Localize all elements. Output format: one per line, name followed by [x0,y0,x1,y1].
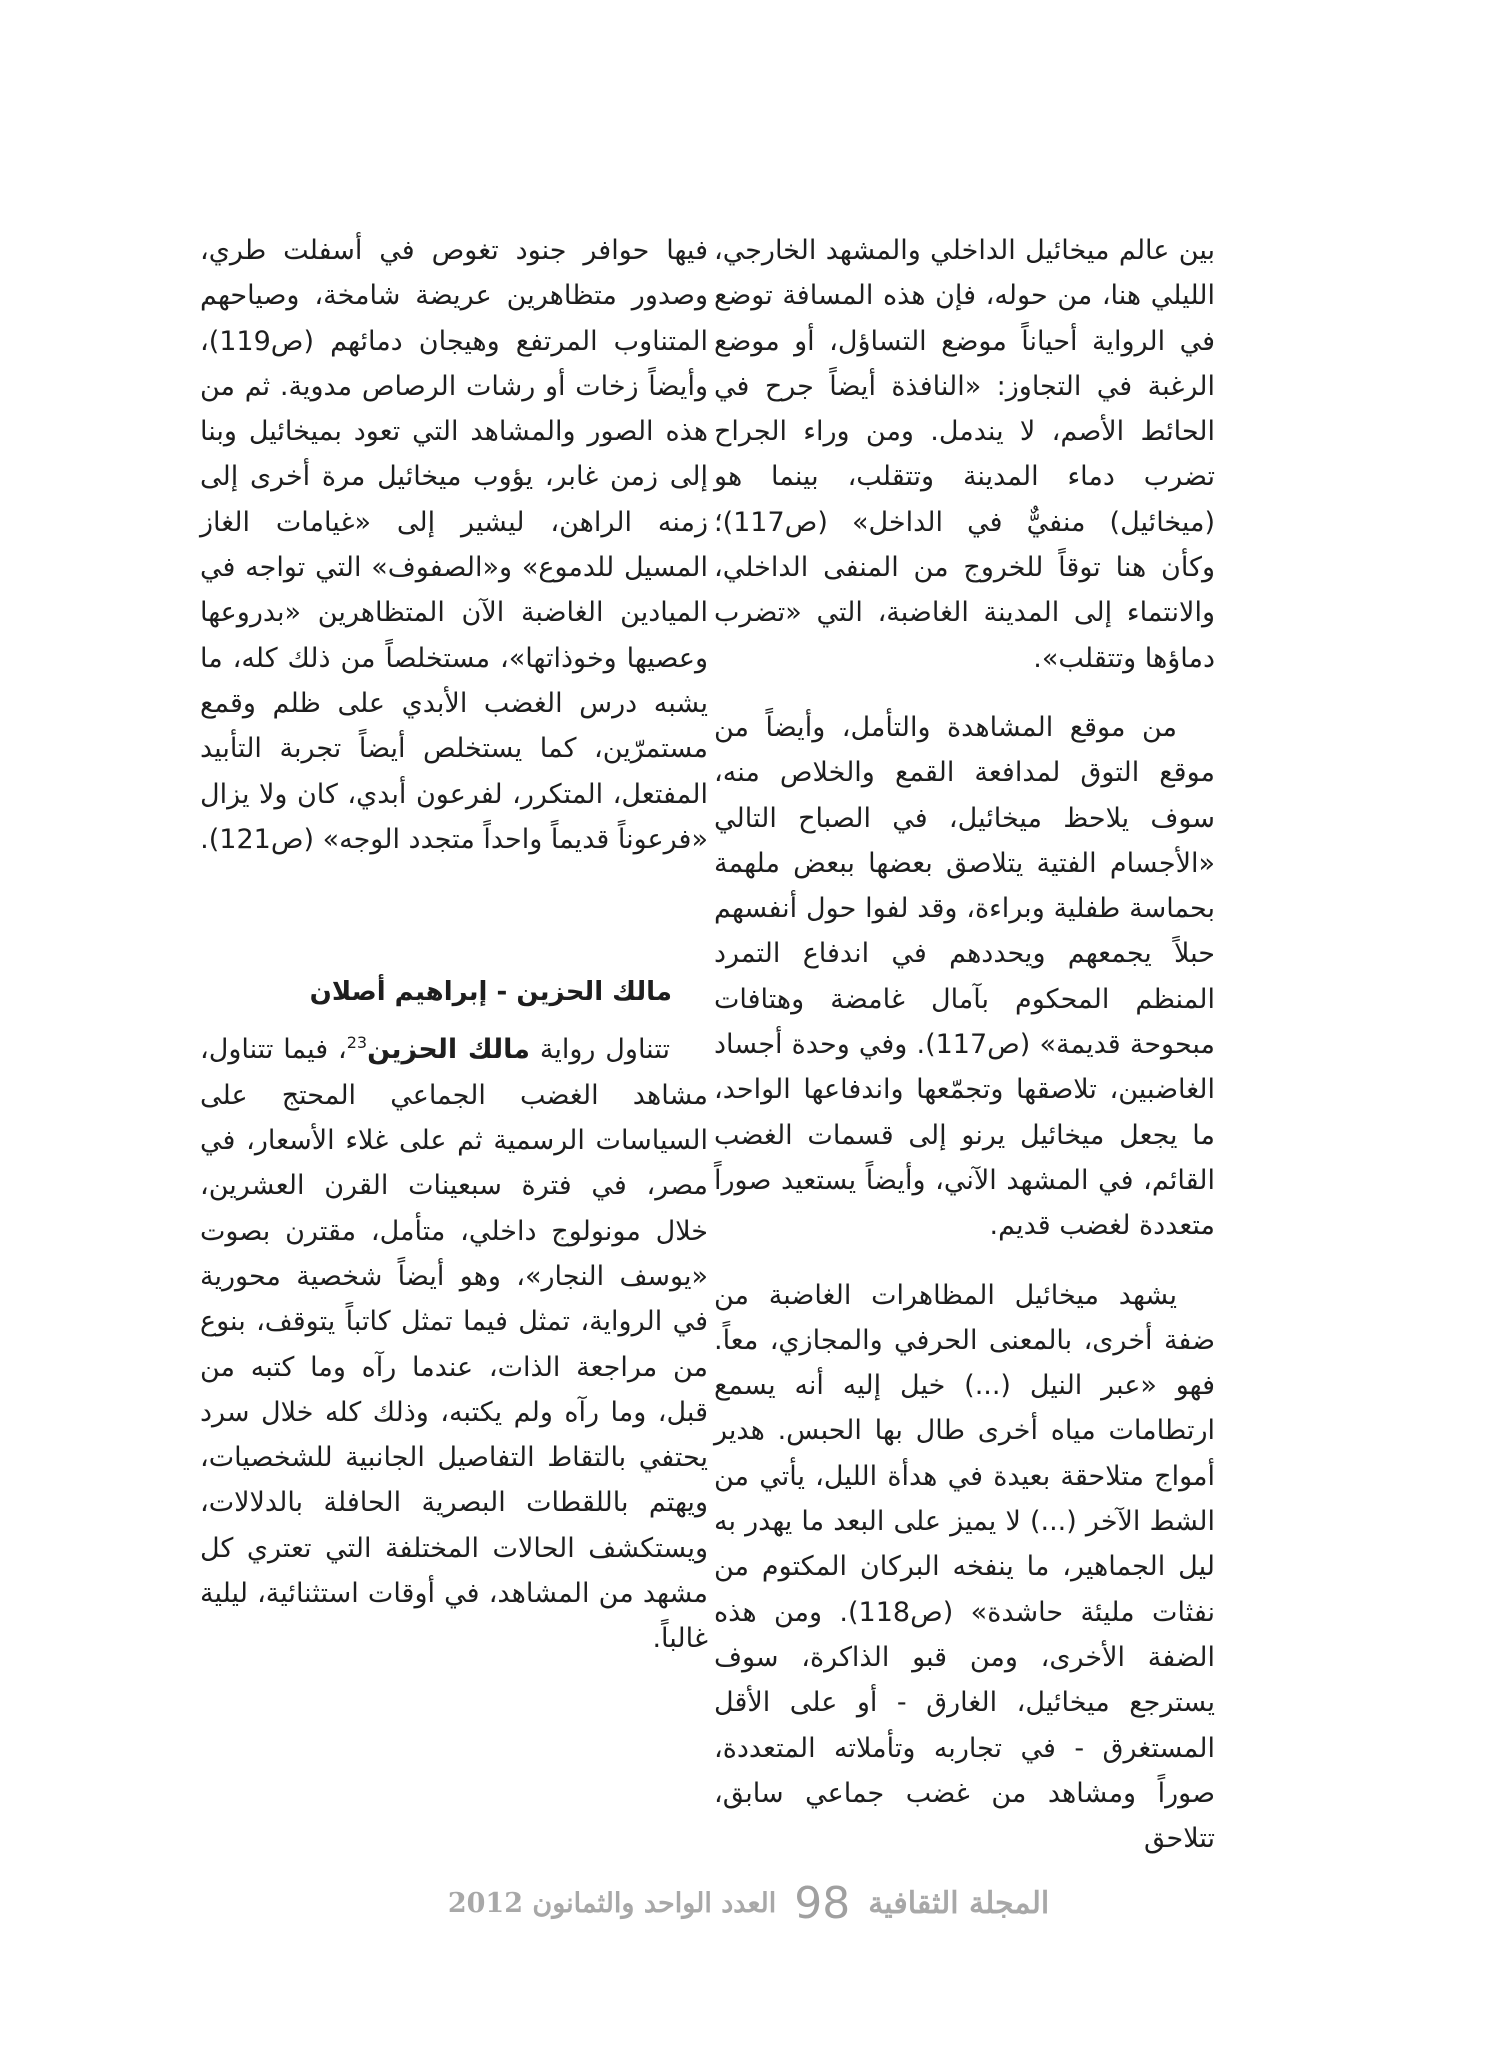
section-heading: مالك الحزين - إبراهيم أصلان [309,977,672,1008]
text-column-left [200,228,708,1662]
text-column-right [714,228,1215,1861]
page-footer [0,1873,1497,1933]
issue-label: العدد الواحد والثمانون 2012 [447,1887,777,1919]
paragraph-lead: تتناول رواية [530,1034,670,1066]
footnote-marker: 23 [346,1033,368,1053]
paragraph: من موقع المشاهدة والتأمل، وأيضاً من موقع التوق لمدافعة القمع والخلاص منه، سوف يلاحظ ميخائيل، في الصباح التالي «الأجسام الفتية يتلاصق بعضها ببعض ملهمة بحماسة طفلية وبراءة، وقد لفوا حول أنفسهم حبلاً يجمعهم ويحددهم في اندفاع التمرد المنظم المحكوم بآمال غامضة وهتافات مبحوحة قديمة» (ص117). وفي وحدة أجساد الغاضبين، تلاصقها وتجمّعها واندفاعها الواحد، ما يجعل ميخائيل يرنو إلى قسمات الغضب القائم، في المشهد الآني، وأيضاً يستعيد صوراً متعددة لغضب قديم. [714,711,1215,1242]
paragraph-rest: ، فيما تتناول، مشاهد الغضب الجماعي المحتج على السياسات الرسمية ثم على غلاء الأسعار، في مصر، في فترة سبعينات القرن العشرين، خلال مونولوج داخلي، متأمل، مقترن بصوت «يوسف النجار»، وهو أيضاً شخصية محورية في الرواية، تمثل فيما تمثل كاتباً يتوقف، بنوع من مراجعة الذات، عندما رآه وما كتبه من قبل، وما رآه ولم يكتبه، وذلك كله خلال سرد يحتفي بالتقاط التفاصيل الجانبية للشخصيات، ويهتم باللقطات البصرية الحافلة بالدلالات، ويستكشف الحالات المختلفة التي تعتري كل مشهد من المشاهد، في أوقات استثنائية، ليلية غالباً. [200,1034,708,1655]
paragraph: يشهد ميخائيل المظاهرات الغاضبة من ضفة أخرى، بالمعنى الحرفي والمجازي، معاً. فهو «عبر النيل (...) خيل إليه أنه يسمع ارتطامات مياه أخرى طال بها الحبس. هدير أمواج متلاحقة بعيدة في هدأة الليل، يأتي من الشط الآخر (...) لا يميز على البعد ما يهدر به ليل الجماهير، ما ينفخه البركان المكتوم من نفثات مليئة حاشدة» (ص118). ومن هذه الضفة الأخرى، ومن قبو الذاكرة، سوف يسترجع ميخائيل، الغارق - أو على الأقل المستغرق - في تجاربه وتأملاته المتعددة، صوراً ومشاهد من غضب جماعي سابق، تتلاحق [714,1279,1215,1855]
page-number: 98 [794,1877,851,1929]
magazine-name: المجلة الثقافية [868,1885,1050,1921]
paragraph [200,1027,708,1661]
paragraph: بين عالم ميخائيل الداخلي والمشهد الخارجي، الليلي هنا، من حوله، فإن هذه المسافة توضع في الرواية أحياناً موضع التساؤل، أو موضع الرغبة في التجاوز: «النافذة أيضاً جرح في الحائط الأصم، لا يندمل. ومن وراء الجراح تضرب دماء المدينة وتتقلب، بينما هو (ميخائيل) منفيٌّ في الداخل» (ص117)؛ وكأن هنا توقاً للخروج من المنفى الداخلي، والانتماء إلى المدينة الغاضبة، التي «تضرب دماؤها وتتقلب». [714,235,1215,674]
paragraph: فيها حوافر جنود تغوص في أسفلت طري، وصدور متظاهرين عريضة شامخة، وصياحهم المتناوب المرتفع وهيجان دمائهم (ص119)، وأيضاً زخات أو رشات الرصاص مدوية. ثم من هذه الصور والمشاهد التي تعود بميخائيل وبنا إلى زمن غابر، يؤوب ميخائيل مرة أخرى إلى زمنه الراهن، ليشير إلى «غيامات الغاز المسيل للدموع» و«الصفوف» التي تواجه في الميادين الغاضبة الآن المتظاهرين «بدروعها وعصيها وخوذاتها»، مستخلصاً من ذلك كله، ما يشبه درس الغضب الأبدي على ظلم وقمع مستمرّين، كما يستخلص أيضاً تجربة التأبيد المفتعل، المتكرر، لفرعون أبدي، كان ولا يزال «فرعوناً قديماً واحداً متجدد الوجه» (ص121). [200,235,708,855]
novel-title: مالك الحزين [367,1034,530,1066]
